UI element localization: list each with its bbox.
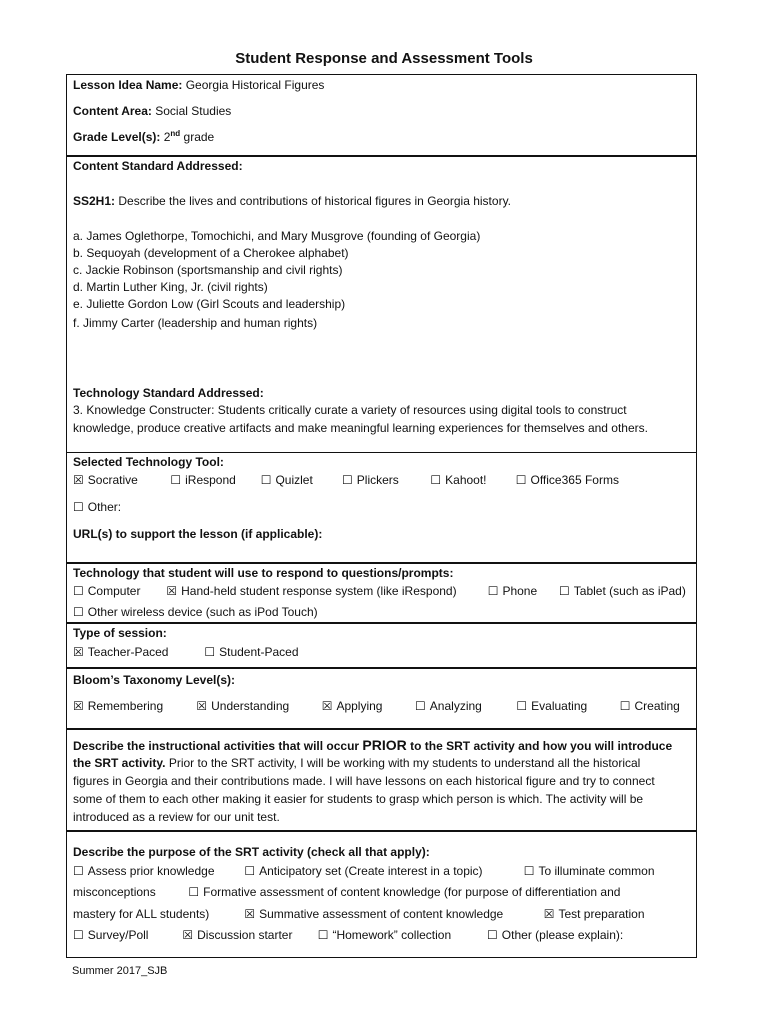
option-label: Phone (502, 584, 538, 598)
option-label: Office365 Forms (530, 473, 619, 487)
standard-item: b. Sequoyah (development of a Cherokee alphabet) (73, 246, 349, 260)
session-type-section (66, 622, 697, 668)
prior-question-text: the SRT activity. (73, 756, 166, 770)
technology-tool-section (66, 452, 697, 563)
standard-item: f. Jimmy Carter (leadership and human rights) (73, 316, 318, 330)
checkbox-icon[interactable]: ☒ (543, 907, 555, 921)
technology-tool-options (73, 472, 619, 489)
lesson-name-label: Lesson Idea Name: (73, 78, 183, 92)
footer-text: Summer 2017_SJB (72, 965, 168, 977)
prior-activities-section (66, 728, 697, 831)
blooms-taxonomy-label: Bloom’s Taxonomy Level(s): (73, 673, 236, 687)
option-creating[interactable] (620, 698, 680, 715)
option-label: Discussion starter (197, 928, 293, 942)
option-office365-forms[interactable] (516, 472, 619, 489)
option-other[interactable] (73, 499, 121, 516)
respond-technology-label: Technology that student will use to respond to questions/prompts: (73, 566, 454, 580)
option-homework-collection[interactable] (318, 927, 484, 944)
option-kahoot[interactable] (430, 472, 512, 489)
option-label: Computer (87, 584, 141, 598)
option-understanding[interactable] (196, 698, 318, 715)
checkbox-icon[interactable]: ☐ (73, 584, 84, 598)
respond-technology-options (73, 583, 686, 600)
option-irespond[interactable] (170, 472, 257, 489)
standards-section (66, 155, 697, 453)
option-label: Formative assessment of content knowledge (for purpose of differentiation and (203, 885, 621, 899)
option-teacher-paced[interactable] (73, 644, 201, 661)
option-label: To illuminate common (538, 864, 655, 878)
checkbox-icon[interactable]: ☐ (487, 928, 498, 942)
checkbox-icon[interactable]: ☐ (342, 473, 353, 487)
option-label-continuation: mastery for ALL students) (73, 907, 210, 921)
grade-level-label: Grade Level(s): (73, 130, 161, 144)
option-analyzing[interactable] (415, 698, 513, 715)
prior-answer-line: figures in Georgia and their contributions made. I will have lessons on each historical figure and try to connect (73, 774, 655, 788)
prior-question-line (73, 737, 690, 755)
option-label: Analyzing (429, 699, 482, 713)
option-illuminate-misconceptions[interactable] (524, 863, 655, 880)
checkbox-icon[interactable]: ☐ (415, 699, 426, 713)
standard-code: SS2H1: (73, 194, 116, 208)
option-label: Survey/Poll (87, 928, 149, 942)
option-label: Applying (336, 699, 383, 713)
option-assess-prior-knowledge[interactable] (73, 863, 241, 880)
option-discussion-starter[interactable] (182, 927, 314, 944)
srt-purpose-label: Describe the purpose of the SRT activity (check all that apply): (73, 845, 430, 859)
option-plickers[interactable] (342, 472, 427, 489)
page-title: Student Response and Assessment Tools (235, 50, 533, 67)
content-area-row (73, 103, 690, 120)
checkbox-icon[interactable]: ☐ (487, 584, 499, 598)
prior-answer-line: introduced as a review for our unit test. (73, 810, 280, 824)
option-label: Test preparation (558, 907, 645, 921)
option-formative-assessment[interactable] (188, 884, 620, 901)
purpose-row (73, 927, 623, 944)
option-label: Hand-held student response system (like iRespond) (181, 584, 457, 598)
option-label: Teacher-Paced (87, 645, 169, 659)
standard-item: a. James Oglethorpe, Tomochichi, and Mary Musgrove (founding of Georgia) (73, 229, 481, 243)
checkbox-icon[interactable]: ☐ (523, 864, 535, 878)
purpose-row (73, 863, 655, 880)
checkbox-icon[interactable]: ☐ (73, 605, 84, 619)
option-other-wireless-device[interactable] (73, 604, 318, 621)
grade-level-suffix: grade (183, 130, 215, 144)
checkbox-icon[interactable]: ☒ (73, 645, 84, 659)
tech-standard-line: 3. Knowledge Constructer: Students critically curate a variety of resources using digital tools to construct (73, 403, 627, 417)
respond-technology-section (66, 562, 697, 623)
option-computer[interactable] (73, 583, 163, 600)
option-applying[interactable] (322, 698, 412, 715)
checkbox-icon[interactable]: ☐ (317, 928, 329, 942)
lesson-name-value: Georgia Historical Figures (185, 78, 325, 92)
purpose-row (73, 884, 620, 901)
option-label-continuation: misconceptions (73, 885, 156, 899)
option-label: Other: (87, 500, 122, 514)
standard-item: d. Martin Luther King, Jr. (civil rights) (73, 280, 268, 294)
grade-level-row (73, 129, 690, 146)
checkbox-icon[interactable]: ☒ (182, 928, 194, 942)
url-label: URL(s) to support the lesson (if applicable): (73, 527, 323, 541)
technology-tool-label: Selected Technology Tool: (73, 455, 224, 469)
prior-question-text: to the SRT activity and how you will introduce (410, 739, 673, 753)
checkbox-icon[interactable]: ☒ (244, 907, 256, 921)
option-label: Kahoot! (445, 473, 487, 487)
prior-answer-line (73, 755, 690, 772)
checkbox-icon[interactable]: ☒ (73, 473, 84, 487)
purpose-row (73, 906, 645, 923)
checkbox-icon[interactable]: ☐ (619, 699, 631, 713)
blooms-taxonomy-section (66, 667, 697, 729)
checkbox-icon[interactable]: ☐ (516, 699, 528, 713)
prior-answer-line: some of them to each other making it easier for students to grasp which person is which. The activity will be (73, 792, 644, 806)
checkbox-icon[interactable]: ☐ (73, 928, 84, 942)
option-label: Evaluating (531, 699, 588, 713)
blooms-taxonomy-options (73, 698, 680, 715)
grade-level-superscript: nd (170, 129, 181, 138)
session-type-label: Type of session: (73, 626, 167, 640)
option-label: Other wireless device (such as iPod Touch) (87, 605, 318, 619)
option-hand-held-response-system[interactable] (166, 583, 484, 600)
tech-standard-label: Technology Standard Addressed: (73, 386, 264, 400)
checkbox-icon[interactable]: ☐ (204, 645, 216, 659)
option-summative-assessment[interactable] (244, 906, 540, 923)
tech-standard-line: knowledge, produce creative artifacts and make meaningful learning experiences for themselves and others. (73, 421, 648, 435)
option-label: “Homework” collection (332, 928, 452, 942)
option-evaluating[interactable] (516, 698, 616, 715)
checkbox-icon[interactable]: ☐ (260, 473, 272, 487)
checkbox-icon[interactable]: ☐ (73, 864, 84, 878)
prior-answer-text: Prior to the SRT activity, I will be working with my students to understand all the historical (168, 756, 641, 770)
option-label: Assess prior knowledge (87, 864, 215, 878)
session-type-options (73, 644, 299, 661)
checkbox-icon[interactable]: ☒ (321, 699, 333, 713)
standard-item: e. Juliette Gordon Low (Girl Scouts and leadership) (73, 297, 346, 311)
option-socrative[interactable] (73, 472, 167, 489)
lesson-name-row (73, 77, 690, 94)
option-label: Understanding (211, 699, 290, 713)
option-label: iRespond (185, 473, 236, 487)
option-quizlet[interactable] (261, 472, 339, 489)
content-area-label: Content Area: (73, 104, 152, 118)
option-phone[interactable] (488, 583, 556, 600)
lesson-info-section (66, 74, 697, 156)
option-test-preparation[interactable] (544, 906, 645, 923)
option-survey-poll[interactable] (73, 927, 179, 944)
checkbox-icon[interactable]: ☐ (73, 500, 84, 514)
option-tablet[interactable] (559, 583, 686, 600)
option-anticipatory-set[interactable] (244, 863, 520, 880)
content-area-value: Social Studies (155, 104, 232, 118)
option-label: Quizlet (275, 473, 313, 487)
prior-question-text: Describe the instructional activities that will occur (73, 739, 360, 753)
checkbox-icon[interactable]: ☒ (196, 699, 208, 713)
option-other-explain[interactable] (487, 927, 623, 944)
srt-purpose-section (66, 830, 697, 958)
checkbox-icon[interactable]: ☐ (244, 864, 256, 878)
option-label: Anticipatory set (Create interest in a topic) (259, 864, 483, 878)
standard-description-row (73, 193, 690, 210)
option-label: Other (please explain): (501, 928, 624, 942)
option-label: Socrative (87, 473, 138, 487)
option-label: Student-Paced (219, 645, 299, 659)
option-label: Creating (634, 699, 680, 713)
option-label: Tablet (such as iPad) (573, 584, 686, 598)
content-standard-label: Content Standard Addressed: (73, 159, 243, 173)
checkbox-icon[interactable]: ☒ (166, 584, 178, 598)
checkbox-icon[interactable]: ☐ (515, 473, 527, 487)
prior-emphasis: PRIOR (362, 737, 407, 753)
option-label: Plickers (356, 473, 399, 487)
standard-item: c. Jackie Robinson (sportsmanship and civil rights) (73, 263, 343, 277)
option-remembering[interactable] (73, 698, 193, 715)
checkbox-icon[interactable]: ☐ (559, 584, 570, 598)
option-label: Remembering (87, 699, 164, 713)
checkbox-icon[interactable]: ☐ (430, 473, 442, 487)
option-label: Summative assessment of content knowledge (259, 907, 504, 921)
standard-description: Describe the lives and contributions of historical figures in Georgia history. (118, 194, 512, 208)
grade-level-value: 2 (163, 130, 171, 144)
checkbox-icon[interactable]: ☐ (170, 473, 182, 487)
checkbox-icon[interactable]: ☒ (73, 699, 84, 713)
checkbox-icon[interactable]: ☐ (188, 885, 200, 899)
option-student-paced[interactable] (204, 644, 298, 661)
